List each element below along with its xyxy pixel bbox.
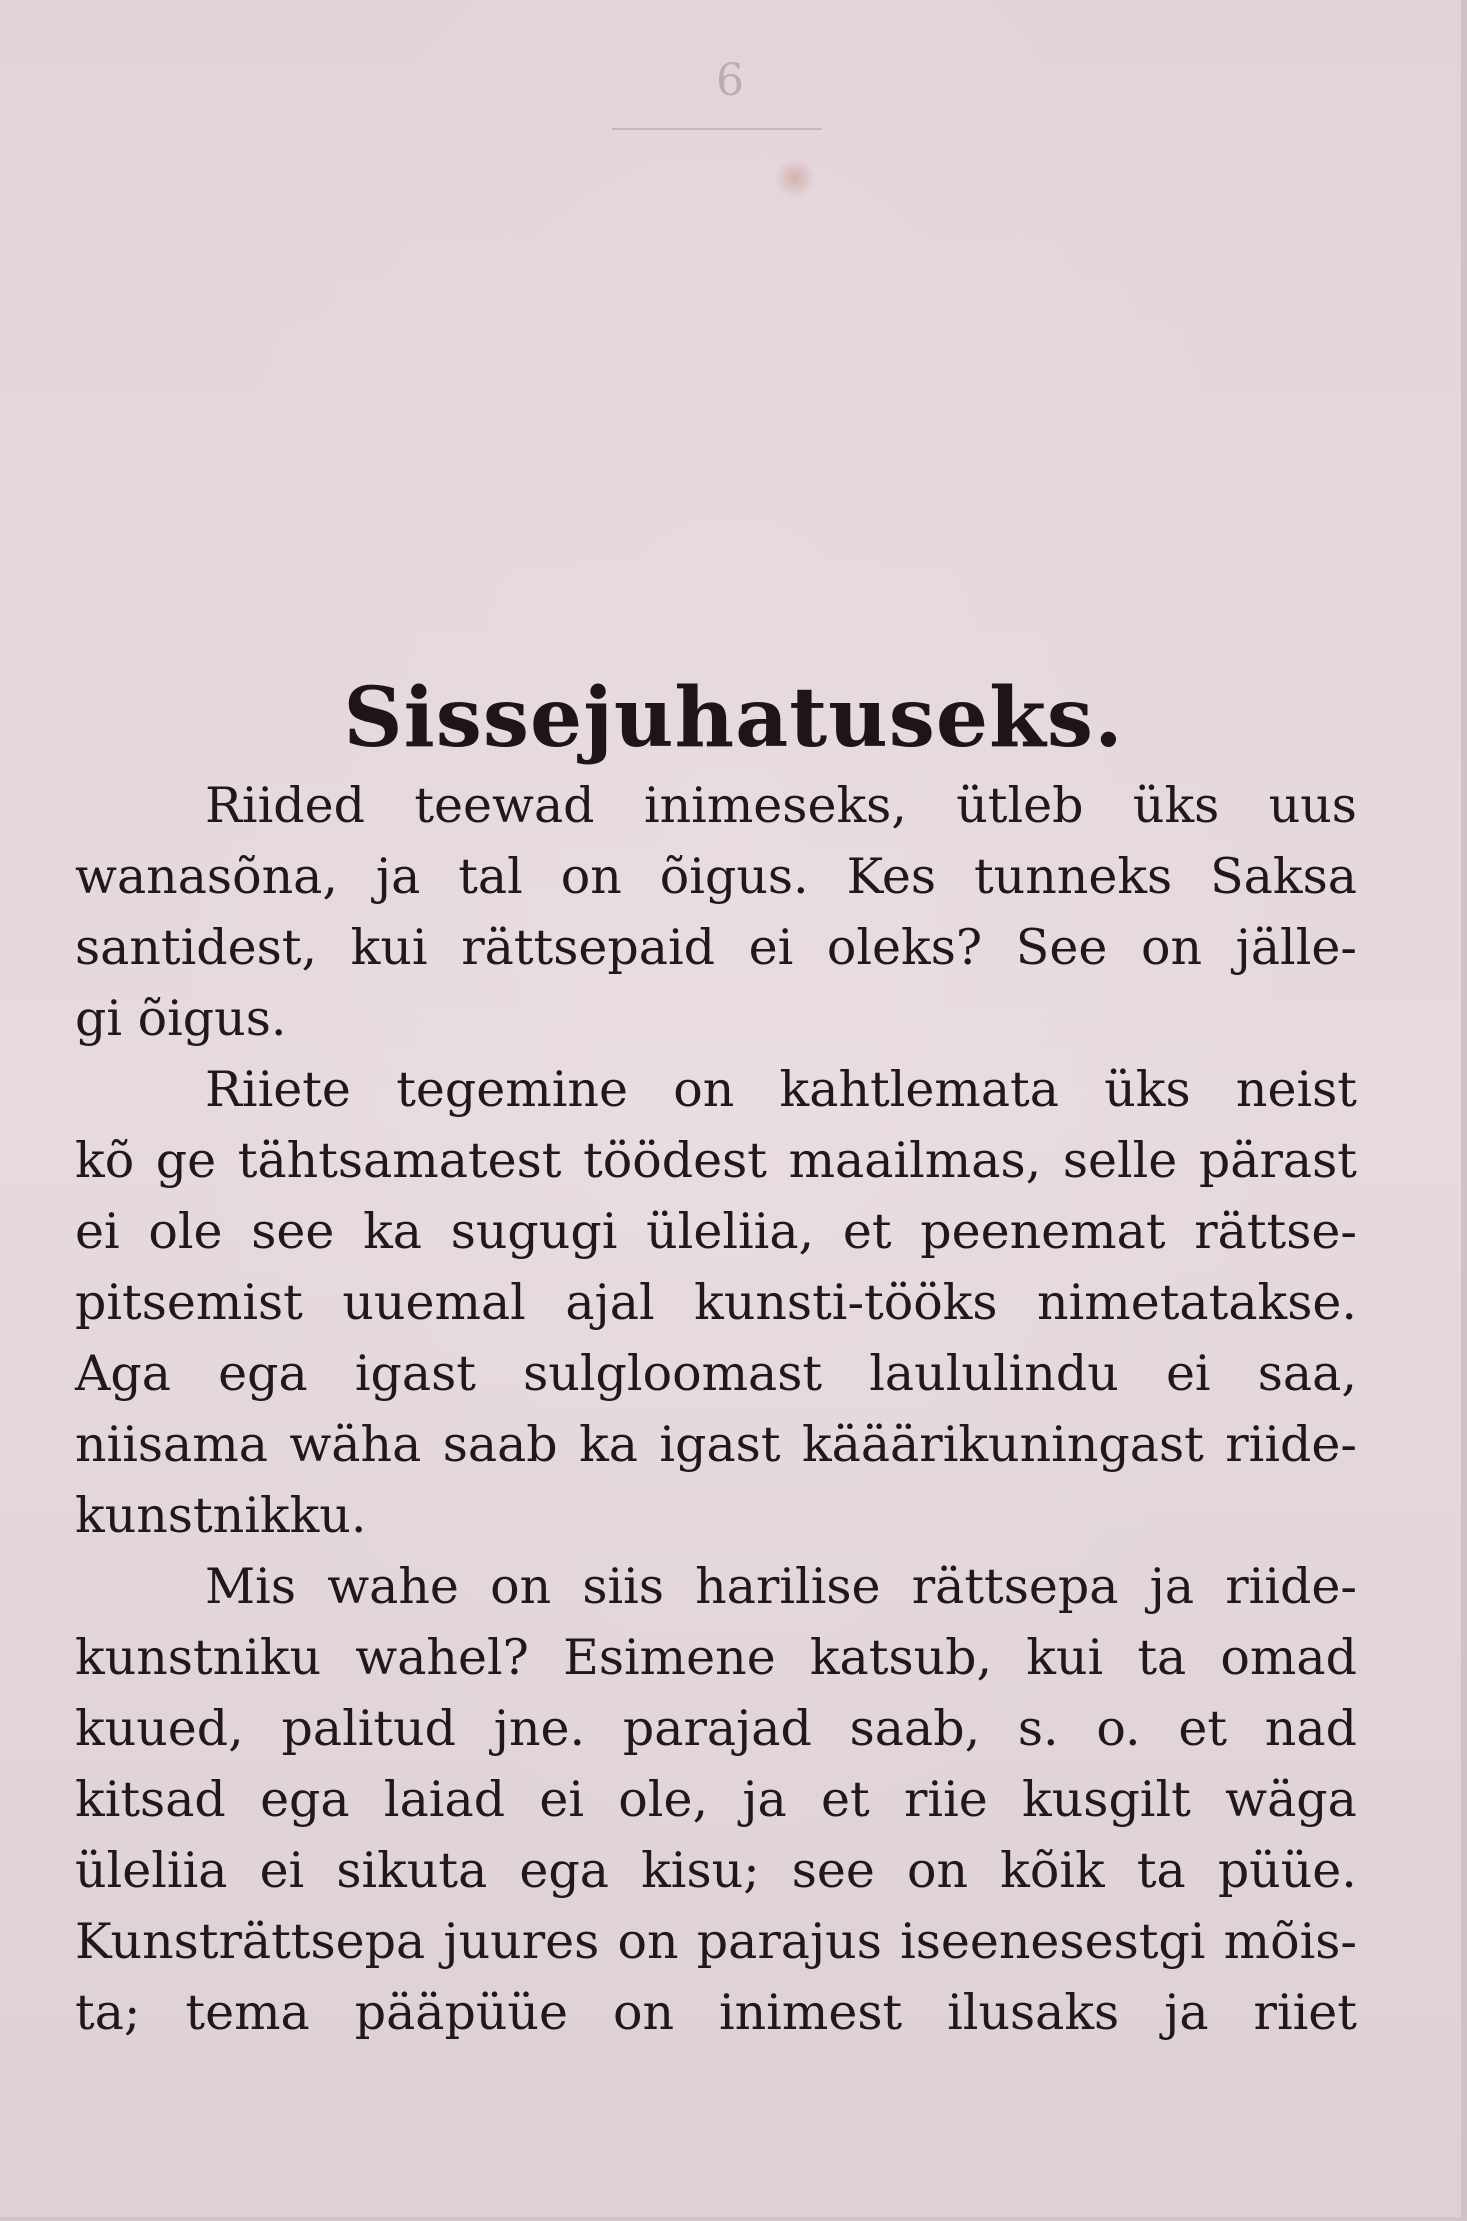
text-line: Kunsträttsepa juures on parajus iseenesestgi mõis- bbox=[75, 1913, 1357, 1970]
text-line: üleliia ei sikuta ega kisu; see on kõik ta püüe. bbox=[75, 1842, 1357, 1899]
text-line: ei ole see ka sugugi üleliia, et peenemat rättse- bbox=[75, 1203, 1357, 1260]
body-text bbox=[75, 770, 1357, 2048]
chapter-title: Sissejuhatuseks. bbox=[343, 669, 1124, 766]
text-line: Mis wahe on siis harilise rättsepa ja riide- bbox=[205, 1558, 1357, 1615]
page-number: 6 bbox=[716, 55, 744, 106]
text-line: wanasõna, ja tal on õigus. Kes tunneks Saksa bbox=[75, 848, 1357, 905]
text-line: gi õigus. bbox=[75, 990, 287, 1047]
text-line: kuued, palitud jne. parajad saab, s. o. et nad bbox=[75, 1700, 1357, 1757]
paragraph bbox=[75, 1551, 1357, 2048]
paragraph bbox=[75, 770, 1357, 1054]
text-line: kunstnikku. bbox=[75, 1487, 367, 1544]
text-line: Riiete tegemine on kahtlemata üks neist bbox=[205, 1061, 1357, 1118]
text-line: pitsemist uuemal ajal kunsti-tööks nimetatakse. bbox=[75, 1274, 1357, 1331]
text-line: kõ ge tähtsamatest töödest maailmas, selle pärast bbox=[75, 1132, 1357, 1189]
text-line: santidest, kui rättsepaid ei oleks? See on jälle- bbox=[75, 919, 1357, 976]
text-line: kunstniku wahel? Esimene katsub, kui ta omad bbox=[75, 1629, 1357, 1686]
header-rule bbox=[612, 128, 822, 130]
paragraph bbox=[75, 1054, 1357, 1551]
text-line: Riided teewad inimeseks, ütleb üks uus bbox=[205, 777, 1357, 834]
text-line: kitsad ega laiad ei ole, ja et riie kusgilt wäga bbox=[75, 1771, 1357, 1828]
paper-stain bbox=[775, 158, 815, 198]
text-line: Aga ega igast sulgloomast laululindu ei saa, bbox=[75, 1345, 1357, 1402]
text-line: ta; tema pääpüüe on inimest ilusaks ja riiet bbox=[75, 1984, 1357, 2041]
text-line: niisama wäha saab ka igast kääärikuningast riide- bbox=[75, 1416, 1357, 1473]
